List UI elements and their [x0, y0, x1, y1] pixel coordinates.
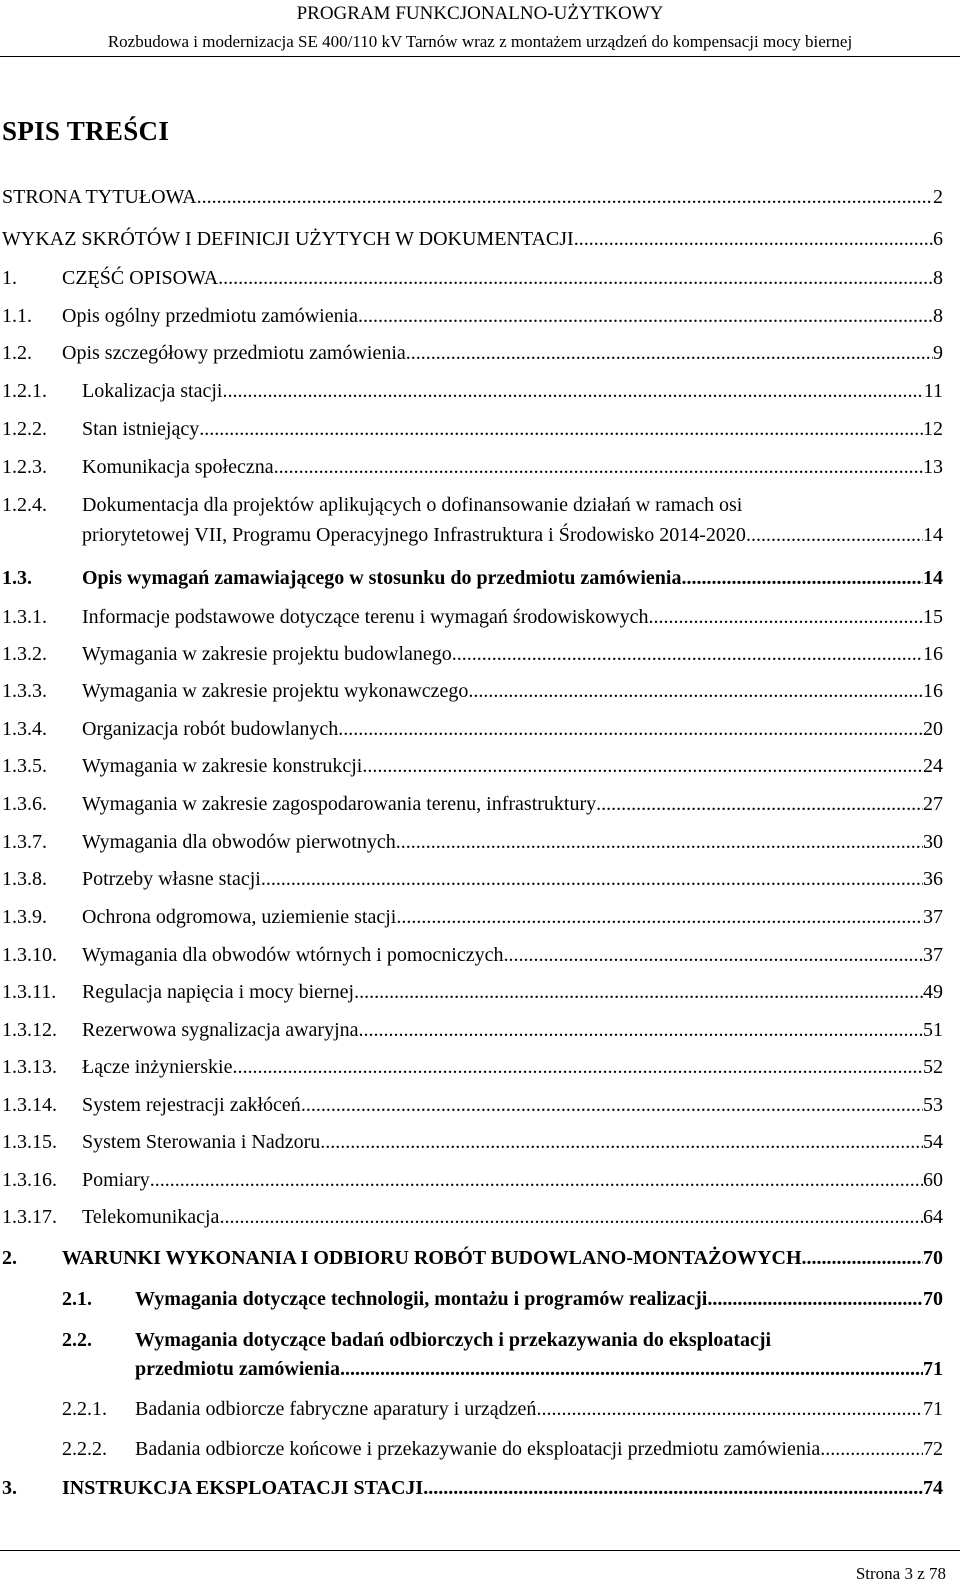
page-number-footer: Strona 3 z 78	[855, 1564, 946, 1583]
toc-leader	[199, 415, 923, 443]
toc-entry-title: Rezerwowa sygnalizacja awaryjna	[82, 1019, 359, 1041]
toc-entry-number: 1.3.8.	[2, 868, 47, 890]
toc-page-number: 16	[923, 680, 943, 702]
toc-page-number: 14	[923, 567, 943, 589]
toc-entry-title: Wymagania dotyczące technologii, montażu i programów realizacji	[135, 1288, 708, 1310]
toc-page-number: 6	[933, 228, 943, 250]
toc-page-number: 13	[923, 456, 943, 478]
toc-entry-title: Badania odbiorcze końcowe i przekazywanie do eksploatacji przedmiotu zamówienia	[135, 1438, 821, 1460]
toc-page-number: 15	[923, 606, 943, 628]
toc-page-number: 16	[923, 643, 943, 665]
toc-leader	[197, 183, 933, 211]
toc-page-number: 37	[923, 944, 943, 966]
toc-entry-number: 2.	[2, 1247, 17, 1269]
toc-page-number: 37	[923, 906, 943, 928]
toc-entry-number: 2.2.	[62, 1329, 92, 1351]
toc-entry-title: Stan istniejący	[82, 418, 200, 440]
toc-leader	[746, 521, 923, 549]
toc-page-number: 8	[933, 267, 943, 289]
toc-entry-number: 1.3.4.	[2, 718, 47, 740]
toc-entry-number: 1.2.	[2, 342, 32, 364]
toc-page-number: 53	[923, 1094, 943, 1116]
toc-entry-number: 2.1.	[62, 1288, 92, 1310]
toc-page-number: 70	[923, 1288, 943, 1310]
toc-entry-number: 1.3.6.	[2, 793, 47, 815]
toc-page-number: 71	[923, 1398, 943, 1420]
toc-leader	[536, 1395, 923, 1423]
toc-entry-number: 1.3.7.	[2, 831, 47, 853]
toc-entry-title: Wymagania w zakresie zagospodarowania terenu, infrastruktury	[82, 793, 597, 815]
toc-entry-number: 1.3.	[2, 567, 32, 589]
toc-entry-number: 1.3.11.	[2, 981, 57, 1003]
toc-leader	[150, 1166, 923, 1194]
toc-page-number: 36	[923, 868, 943, 890]
toc-leader	[681, 564, 923, 592]
toc-page-number: 71	[923, 1358, 943, 1380]
toc-entry-number: 1.2.2.	[2, 418, 47, 440]
toc-entry-number: 1.3.1.	[2, 606, 47, 628]
toc-entry-number: 1.2.3.	[2, 456, 47, 478]
toc-leader	[219, 1203, 923, 1231]
toc-entry-title: Opis ogólny przedmiotu zamówienia	[62, 305, 359, 327]
toc-entry-title: Badania odbiorcze fabryczne aparatury i urządzeń	[135, 1398, 537, 1420]
toc-leader	[396, 903, 923, 931]
toc-entry-number: 1.3.17.	[2, 1206, 57, 1228]
toc-entry-title: Wymagania w zakresie konstrukcji	[82, 755, 363, 777]
toc-entry-title: Informacje podstawowe dotyczące terenu i wymagań środowiskowych	[82, 606, 649, 628]
toc-leader	[503, 941, 923, 969]
toc-entry-number: 1.3.12.	[2, 1019, 57, 1041]
toc-entry-title: przedmiotu zamówienia	[135, 1358, 340, 1380]
toc-leader	[423, 1474, 923, 1502]
toc-entry-title: Wymagania w zakresie projektu budowlanego	[82, 643, 452, 665]
toc-leader	[596, 790, 923, 818]
toc-entry-number: 1.3.2.	[2, 643, 47, 665]
toc-leader	[820, 1435, 923, 1463]
toc-entry-title: Organizacja robót budowlanych	[82, 718, 339, 740]
toc-entry-number: 3.	[2, 1477, 17, 1499]
toc-page-number: 49	[923, 981, 943, 1003]
toc-leader	[354, 978, 923, 1006]
toc-entry-title-line1: Wymagania dotyczące badań odbiorczych i przekazywania do eksploatacji	[135, 1329, 772, 1351]
toc-leader	[452, 640, 923, 668]
toc-page-number: 30	[923, 831, 943, 853]
toc-entry-number: 1.3.3.	[2, 680, 47, 702]
toc-page-number: 54	[923, 1131, 943, 1153]
toc-entry-title: Wymagania dla obwodów wtórnych i pomocniczych	[82, 944, 504, 966]
toc-leader	[707, 1285, 923, 1313]
toc-entry-title: priorytetowej VII, Programu Operacyjnego Infrastruktura i Środowisko 2014-2020	[82, 524, 746, 546]
toc-entry-title: CZĘŚĆ OPISOWA	[62, 267, 219, 289]
toc-entry-title: Wymagania w zakresie projektu wykonawczego	[82, 680, 469, 702]
toc-entry-title: System rejestracji zakłóceń	[82, 1094, 301, 1116]
toc-entry-title: Wymagania dla obwodów pierwotnych	[82, 831, 396, 853]
toc-entry-title: Lokalizacja stacji	[82, 380, 223, 402]
toc-leader	[406, 339, 933, 367]
toc-entry-title: Ochrona odgromowa, uziemienie stacji	[82, 906, 397, 928]
toc-entry-number: 1.	[2, 267, 17, 289]
toc-leader	[648, 603, 923, 631]
toc-leader	[340, 1355, 923, 1383]
toc-page-number: 9	[933, 342, 943, 364]
toc-leader	[301, 1091, 923, 1119]
toc-leader	[358, 302, 933, 330]
header-divider	[0, 56, 960, 57]
toc-entry-title: Komunikacja społeczna	[82, 456, 274, 478]
toc-entry-title: Opis wymagań zamawiającego w stosunku do przedmiotu zamówienia	[82, 567, 682, 589]
toc-page-number: 14	[923, 524, 943, 546]
toc-entry-number: 1.3.13.	[2, 1056, 57, 1078]
toc-entry-title: Łącze inżynierskie	[82, 1056, 233, 1078]
toc-entry-title: Pomiary	[82, 1169, 150, 1191]
toc-entry-title: Opis szczegółowy przedmiotu zamówienia	[62, 342, 406, 364]
toc-leader	[468, 677, 923, 705]
toc-heading: SPIS TREŚCI	[2, 116, 170, 146]
toc-leader	[261, 865, 923, 893]
toc-entry-number: 1.3.16.	[2, 1169, 57, 1191]
toc-leader	[359, 1016, 923, 1044]
toc-page-number: 27	[923, 793, 943, 815]
toc-page-number: 72	[923, 1438, 943, 1460]
toc-entry-title-line1: Dokumentacja dla projektów aplikujących o dofinansowanie działań w ramach osi	[82, 494, 743, 516]
toc-page-number: 11	[923, 380, 943, 402]
toc-page-number: 51	[923, 1019, 943, 1041]
toc-entry-number: 1.3.14.	[2, 1094, 57, 1116]
toc-entry-title: STRONA TYTUŁOWA	[2, 186, 197, 208]
project-title: Rozbudowa i modernizacja SE 400/110 kV Tarnów wraz z montażem urządzeń do kompensacji mocy biernej	[107, 32, 853, 51]
toc-entry-title: WYKAZ SKRÓTÓW I DEFINICJI UŻYTYCH W DOKUMENTACJI	[2, 228, 574, 250]
toc-leader	[232, 1053, 923, 1081]
toc-entry-number: 1.2.4.	[2, 494, 47, 516]
toc-entry-number: 1.3.5.	[2, 755, 47, 777]
toc-page-number: 20	[923, 718, 943, 740]
toc-leader	[320, 1128, 923, 1156]
toc-leader	[574, 225, 933, 253]
toc-entry-title: INSTRUKCJA EKSPLOATACJI STACJI	[62, 1477, 424, 1499]
toc-page-number: 70	[923, 1247, 943, 1269]
toc-page-number: 24	[923, 755, 943, 777]
toc-page-number: 60	[923, 1169, 943, 1191]
toc-leader	[338, 715, 923, 743]
toc-entry-number: 1.3.15.	[2, 1131, 57, 1153]
toc-entry-title: WARUNKI WYKONANIA I ODBIORU ROBÓT BUDOWLANO-MONTAŻOWYCH	[62, 1247, 802, 1269]
toc-page-number: 8	[933, 305, 943, 327]
toc-page-number: 12	[923, 418, 943, 440]
toc-leader	[396, 828, 923, 856]
toc-page-number: 74	[923, 1477, 943, 1499]
toc-entry-number: 1.1.	[2, 305, 32, 327]
toc-entry-number: 2.2.1.	[62, 1398, 107, 1420]
toc-page-number: 2	[933, 186, 943, 208]
document-type: PROGRAM FUNKCJONALNO-UŻYTKOWY	[296, 3, 664, 24]
toc-entry-number: 2.2.2.	[62, 1438, 107, 1460]
toc-entry-title: Regulacja napięcia i mocy biernej	[82, 981, 355, 1003]
footer-divider	[0, 1550, 960, 1551]
toc-entry-number: 1.3.9.	[2, 906, 47, 928]
toc-page-number: 52	[923, 1056, 943, 1078]
toc-leader	[218, 264, 933, 292]
toc-page-number: 64	[923, 1206, 943, 1228]
toc-entry-title: System Sterowania i Nadzoru	[82, 1131, 321, 1153]
toc-entry-number: 1.2.1.	[2, 380, 47, 402]
toc-entry-title: Potrzeby własne stacji	[82, 868, 261, 890]
toc-entry-number: 1.3.10.	[2, 944, 57, 966]
toc-leader	[802, 1244, 923, 1272]
toc-entry-title: Telekomunikacja	[82, 1206, 220, 1228]
toc-leader	[362, 752, 923, 780]
toc-leader	[222, 377, 923, 405]
toc-leader	[274, 453, 923, 481]
